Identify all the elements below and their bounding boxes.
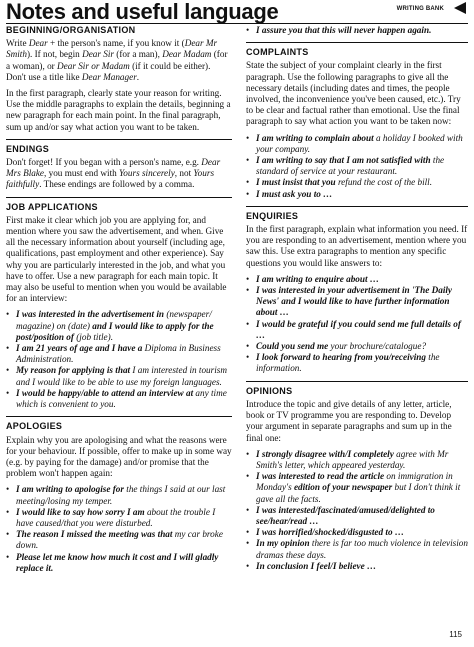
opinions-paragraph: Introduce the topic and give details of any letter, article, book or TV programme you are responding to. Develop your argument in separate paragraphs and sum up in the final one: bbox=[246, 398, 452, 443]
text: I would like to say how sorry I am bbox=[16, 506, 145, 517]
opinion-phrases bbox=[246, 449, 468, 572]
complaint-phrases bbox=[246, 133, 468, 200]
text: on immigration in Monday's bbox=[256, 471, 453, 493]
text: there is far too much violence in television dramas these days. bbox=[256, 538, 468, 560]
heading-apologies: APOLOGIES bbox=[6, 416, 232, 432]
text: (newspaper/ magazine) on (date) bbox=[16, 309, 212, 331]
list-item bbox=[6, 343, 232, 365]
text: the information. bbox=[256, 352, 440, 374]
text: (for a man), bbox=[113, 49, 163, 60]
text: refund the cost of the bill. bbox=[335, 177, 433, 188]
text: I look forward to hearing from you/receiving bbox=[256, 352, 426, 363]
text: I was interested to read the article bbox=[256, 471, 385, 482]
apologies-paragraph: Explain why you are apologising and what the reasons were for your behaviour. If possible, offer to make up in some way (e.g. by paying for the damage) and/or promise that the problem won't happen again: bbox=[6, 434, 232, 479]
list-item bbox=[6, 365, 232, 387]
text: Dear Madam bbox=[162, 49, 212, 60]
text: (for a woman), or bbox=[6, 49, 228, 71]
text: Dear Sir or Madam bbox=[57, 60, 130, 71]
text: In conclusion I feel/I believe … bbox=[256, 560, 377, 571]
text: I must insist that you bbox=[256, 177, 336, 188]
text: My reason for applying is that bbox=[16, 365, 131, 376]
text: Diploma in Business Administration. bbox=[16, 343, 221, 365]
list-item bbox=[246, 155, 468, 177]
list-item bbox=[6, 552, 232, 574]
list-item bbox=[6, 507, 232, 529]
complaints-paragraph: State the subject of your complaint clearly in the first paragraph. Use the following paragraphs to give all the necessary details (including dates and times, the people involved, the inconvenience you've been caused, etc.). Try to be clear and factual rather than emotional. Use the final paragraph to say what action you want to be taken now: bbox=[246, 60, 461, 127]
job-phrases bbox=[6, 309, 232, 410]
beginning-paragraph-2: In the first paragraph, clearly state your reason for writing. Use the middle paragraphs to explain the details, beginning a new paragraph for each main point. In the final paragraph, sum up and/or say what action you want to be taken. bbox=[6, 88, 231, 132]
text: I was horrified/shocked/disgusted to … bbox=[256, 527, 405, 538]
text: Dear Manager bbox=[81, 71, 137, 82]
list-item bbox=[246, 538, 468, 560]
left-column bbox=[6, 25, 232, 577]
text: , not bbox=[174, 168, 194, 179]
list-item bbox=[246, 471, 468, 505]
text: In my opinion bbox=[256, 538, 310, 549]
list-item bbox=[246, 319, 468, 341]
text: Dear bbox=[28, 38, 48, 49]
text: (if it could be either). Don't use a title like bbox=[6, 60, 211, 82]
section-label: WRITING BANK bbox=[396, 6, 444, 12]
enquiry-phrases bbox=[246, 274, 468, 375]
text: (job title). bbox=[73, 331, 113, 342]
text: I strongly disagree with/I completely bbox=[256, 448, 394, 459]
text: The reason I missed the meeting was that bbox=[16, 529, 173, 540]
list-item bbox=[246, 274, 468, 285]
list-item bbox=[246, 25, 468, 36]
heading-endings: ENDINGS bbox=[6, 139, 232, 155]
text: I was interested/fascinated/amused/delighted to see/hear/read … bbox=[256, 504, 435, 526]
text: I am 21 years of age and I have a bbox=[16, 343, 143, 354]
heading-enquiries: ENQUIRIES bbox=[246, 206, 468, 222]
enquiries-paragraph: In the first paragraph, explain what information you need. If you are responding to an advertisement, mention where you saw this. Use extra paragraphs to mention any specific questions you would like answers to: bbox=[246, 224, 468, 268]
apology-continued bbox=[246, 25, 468, 36]
text: I am writing to complain about bbox=[256, 132, 374, 143]
text: the things I said at our last meeting/losing my temper. bbox=[16, 484, 226, 506]
text: I assure you that this will never happen again. bbox=[256, 25, 432, 35]
text: ). If not, begin bbox=[26, 49, 83, 60]
text: Dear Mrs Blake bbox=[6, 157, 221, 179]
list-item bbox=[246, 352, 468, 374]
text: . These endings are followed by a comma. bbox=[39, 179, 195, 190]
list-item bbox=[246, 133, 468, 155]
text: about the trouble I have caused/that you were disturbed. bbox=[16, 506, 216, 528]
page-number: 115 bbox=[449, 630, 462, 639]
arrow-left-icon bbox=[454, 2, 466, 14]
text: I was interested in the advertisement in bbox=[16, 309, 165, 320]
list-item bbox=[246, 189, 468, 200]
list-item bbox=[246, 177, 468, 188]
job-paragraph: First make it clear which job you are applying for, and mention where you saw the advertisement, and when. Give all the necessary information about yourself (including age, qualifications, past employment and other experience). Say why you are particularly interested in the job, and what you have to offer. Use a new paragraph for each main topic. It may also be useful to mention when you would be available for an interview: bbox=[6, 214, 227, 304]
list-item bbox=[246, 561, 468, 572]
text: I am writing to apologise for bbox=[16, 484, 124, 495]
list-item bbox=[6, 529, 232, 551]
list-item bbox=[6, 484, 232, 506]
list-item bbox=[246, 505, 468, 527]
text: I must ask you to … bbox=[256, 188, 333, 199]
text: any time which is convenient to you. bbox=[16, 387, 227, 410]
text: a holiday I booked with your company. bbox=[256, 132, 463, 154]
list-item bbox=[246, 527, 468, 538]
text: Could you send me bbox=[256, 341, 329, 352]
list-item bbox=[246, 285, 468, 319]
text: I am writing to enquire about … bbox=[256, 273, 380, 284]
heading-job-applications: JOB APPLICATIONS bbox=[6, 197, 232, 213]
heading-beginning: BEGINNING/ORGANISATION bbox=[6, 25, 136, 35]
text: Dear Sir bbox=[82, 49, 114, 60]
list-item bbox=[246, 341, 468, 352]
heading-opinions: OPINIONS bbox=[246, 381, 468, 397]
text: Please let me know how much it cost and I will gladly replace it. bbox=[16, 551, 219, 573]
text: Write bbox=[6, 38, 29, 49]
text: I am writing to say that I am not satisfied with bbox=[256, 155, 431, 166]
text: Don't forget! If you began with a person's name, e.g. bbox=[6, 157, 202, 168]
list-item bbox=[6, 388, 232, 410]
text: I would be grateful if you could send me full details of … bbox=[256, 318, 461, 340]
text: and I would like to apply for the post/position of bbox=[16, 320, 214, 342]
right-column bbox=[246, 25, 468, 575]
beginning-paragraph-1 bbox=[6, 38, 232, 83]
page-title: Notes and useful language bbox=[6, 0, 279, 24]
list-item bbox=[246, 449, 468, 471]
text: agree with Mr Smith's letter, which appeared yesterday. bbox=[256, 448, 449, 470]
text: Yours faithfully bbox=[6, 168, 215, 190]
text: I am interested in tourism and I would like to be able to use my foreign languages. bbox=[16, 365, 227, 387]
text: my car broke down. bbox=[16, 529, 223, 551]
text: the standard of service at your restaurant. bbox=[256, 155, 445, 177]
text: + the person's name, if you know it ( bbox=[47, 38, 185, 49]
text: but I don't think it gave all the facts. bbox=[256, 482, 461, 504]
text: I was interested in your advertisement in 'The Daily News' and I would like to have further information about … bbox=[256, 285, 453, 318]
list-item bbox=[6, 309, 232, 343]
title-rule bbox=[6, 23, 468, 24]
text: . bbox=[136, 71, 140, 82]
text: your brochure/catalogue? bbox=[328, 341, 427, 352]
text: , you must end with bbox=[44, 168, 120, 179]
text: edition of your newspaper bbox=[293, 482, 393, 493]
text: Dear Mr Smith bbox=[6, 38, 218, 60]
heading-complaints: COMPLAINTS bbox=[246, 42, 468, 58]
text: I would be happy/able to attend an interview at bbox=[16, 387, 194, 398]
text: Yours sincerely bbox=[119, 168, 175, 179]
apology-phrases bbox=[6, 484, 232, 574]
endings-paragraph bbox=[6, 157, 232, 191]
